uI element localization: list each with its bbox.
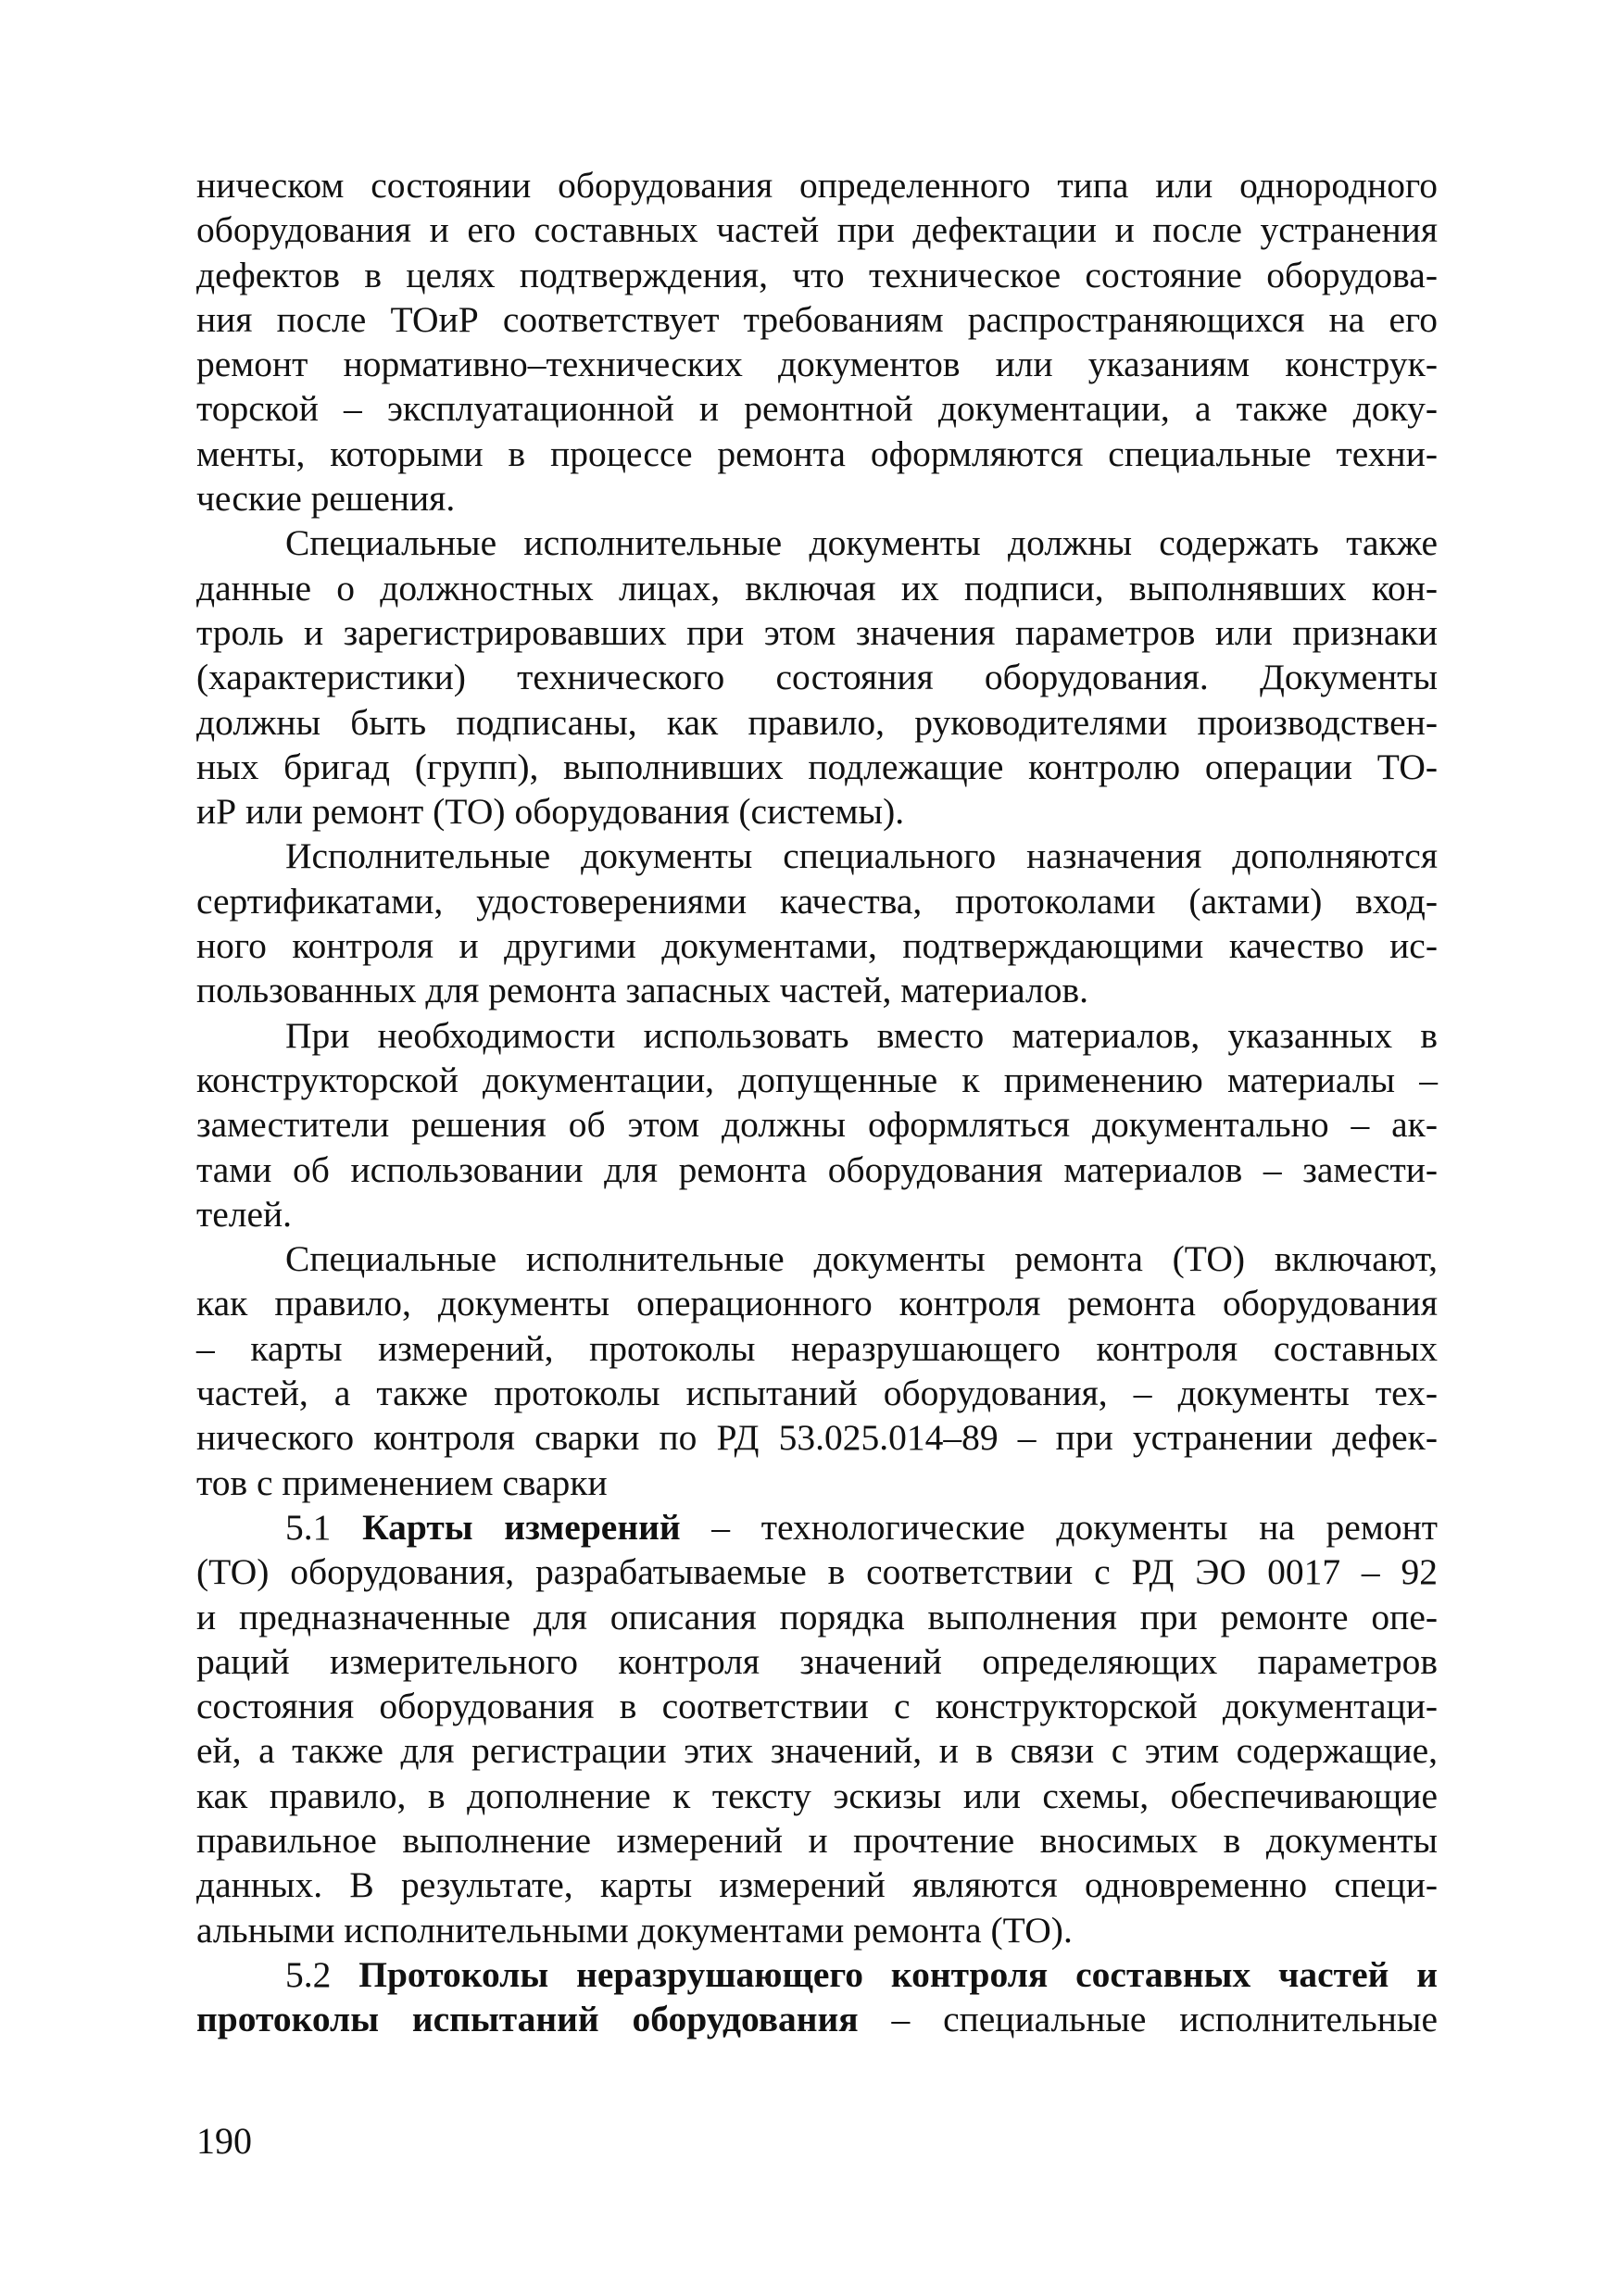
section-5-2-term-line2: протоколы испытаний оборудования	[196, 1999, 859, 2040]
paragraph	[196, 1236, 1438, 1505]
text-line: альными исполнительными документами ремонта (ТО).	[196, 1909, 1073, 1951]
body-text	[196, 163, 1438, 1505]
text-line: ного контроля и другими документами, подтверждающими качество ис-	[196, 925, 1438, 967]
text-line: пользованных для ремонта запасных частей, материалов.	[196, 970, 1089, 1011]
section-5-1-first-line-rest: – технологические документы на ремонт	[680, 1506, 1438, 1548]
text-line: Исполнительные документы специального назначения дополняются	[285, 835, 1438, 877]
text-line: торской – эксплуатационной и ремонтной документации, а также доку-	[196, 388, 1438, 430]
text-line: сертификатами, удостоверениями качества, протоколами (актами) вход-	[196, 880, 1438, 922]
text-line: ческие решения.	[196, 478, 456, 520]
text-line: нического контроля сварки по РД 53.025.014–89 – при устранении дефек-	[196, 1417, 1438, 1459]
text-line: ей, а также для регистрации этих значений, и в связи с этим содержащие,	[196, 1730, 1438, 1772]
section-5-2-term-line1: Протоколы неразрушающего контроля составных частей и	[358, 1953, 1438, 1995]
text-line: данные о должностных лицах, включая их подписи, выполнявших кон-	[196, 567, 1438, 609]
text-line: ническом состоянии оборудования определенного типа или однородного	[196, 165, 1438, 206]
text-line: ния после ТОиР соответствует требованиям распространяющихся на его	[196, 298, 1438, 340]
section-5-2-number: 5.2	[285, 1953, 332, 1995]
section-5-2	[196, 1952, 1438, 2042]
text-line: ных бригад (групп), выполнивших подлежащие контролю операции ТО-	[196, 746, 1438, 787]
text-line: менты, которыми в процессе ремонта оформляются специальные техни-	[196, 433, 1438, 474]
text-line: Специальные исполнительные документы ремонта (ТО) включают,	[285, 1238, 1438, 1280]
text-line: частей, а также протоколы испытаний оборудования, – документы тех-	[196, 1373, 1438, 1414]
text-line: раций измерительного контроля значений определяющих параметров	[196, 1640, 1438, 1682]
paragraph	[196, 1013, 1438, 1236]
text-line: ремонт нормативно–технических документов или указаниям конструк-	[196, 344, 1438, 385]
paragraph	[196, 521, 1438, 834]
text-line: данных. В результате, карты измерений являются одновременно специ-	[196, 1864, 1438, 1906]
text-line: как правило, в дополнение к тексту эскизы или схемы, обеспечивающие	[196, 1775, 1438, 1816]
section-5-2-first-line	[196, 1952, 1438, 1997]
text-line: как правило, документы операционного контроля ремонта оборудования	[196, 1283, 1438, 1324]
text-line: оборудования и его составных частей при дефектации и после устранения	[196, 209, 1438, 251]
section-5-1-term: Карты измерений	[362, 1506, 681, 1548]
page-number: 190	[196, 2120, 252, 2162]
text-line: тов с применением сварки	[196, 1462, 608, 1503]
text-line: – карты измерений, протоколы неразрушающего контроля составных	[196, 1327, 1438, 1369]
text-line: При необходимости использовать вместо материалов, указанных в	[285, 1014, 1438, 1056]
text-line: должны быть подписаны, как правило, руководителями производствен-	[196, 701, 1438, 743]
section-5-2-second-line	[196, 1997, 1438, 2041]
text-line: (ТО) оборудования, разрабатываемые в соответствии с РД ЭО 0017 – 92	[196, 1551, 1438, 1593]
paragraph	[196, 834, 1438, 1012]
text-line: дефектов в целях подтверждения, что техническое состояние оборудова-	[196, 254, 1438, 295]
text-line: (характеристики) технического состояния оборудования. Документы	[196, 657, 1438, 698]
section-5-2-second-line-rest: – специальные исполнительные	[858, 1999, 1438, 2040]
text-line: тами об использовании для ремонта оборудования материалов – замести-	[196, 1148, 1438, 1190]
section-5-1	[196, 1505, 1438, 1952]
text-line: конструкторской документации, допущенные к применению материалы –	[196, 1059, 1438, 1100]
text-line: состояния оборудования в соответствии с конструкторской документаци-	[196, 1686, 1438, 1727]
section-5-1-number: 5.1	[285, 1506, 332, 1548]
text-line: телей.	[196, 1193, 293, 1235]
text-line: заместители решения об этом должны оформляться документально – ак-	[196, 1104, 1438, 1146]
page-body	[196, 163, 1438, 2041]
text-line: Специальные исполнительные документы должны содержать также	[285, 522, 1438, 564]
text-line: правильное выполнение измерений и прочтение вносимых в документы	[196, 1819, 1438, 1861]
paragraph	[196, 163, 1438, 521]
section-5-1-first-line	[196, 1505, 1438, 1549]
text-line: и предназначенные для описания порядка выполнения при ремонте опе-	[196, 1596, 1438, 1637]
text-line: троль и зарегистрировавших при этом значения параметров или признаки	[196, 611, 1438, 653]
text-line: иР или ремонт (ТО) оборудования (системы).	[196, 791, 905, 833]
